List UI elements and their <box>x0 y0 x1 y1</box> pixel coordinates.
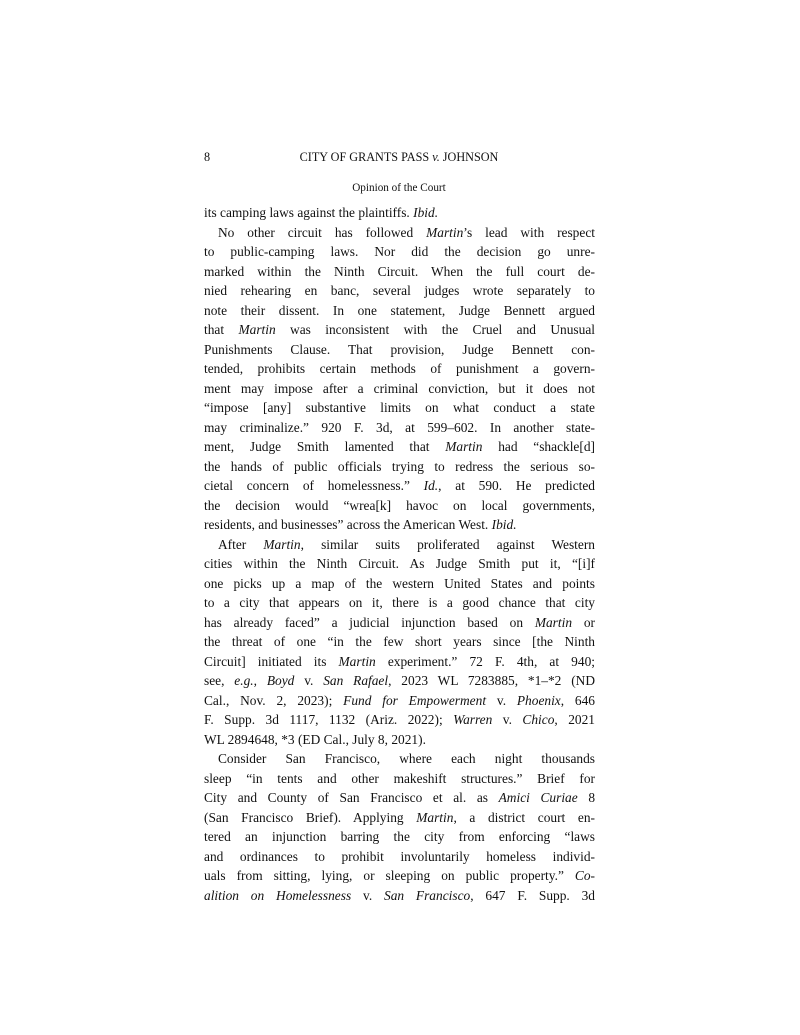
italic-text: e.g. <box>234 673 254 688</box>
text-line <box>204 691 595 711</box>
italic-text: Martin <box>426 224 464 240</box>
text-span: note their dissent. In one statement, Judge Bennett argued <box>204 302 595 318</box>
text-span: ment, Judge Smith lamented that <box>204 439 446 454</box>
text-span: , <box>253 673 267 688</box>
text-span: sleep “in tents and other makeshift structures.” Brief for <box>204 770 595 786</box>
text-span: had “shackle[d] <box>482 439 595 454</box>
italic-text: Martin <box>238 322 276 337</box>
text-line <box>204 535 595 555</box>
text-line <box>204 827 595 847</box>
text-line <box>204 652 595 672</box>
text-line <box>204 379 595 399</box>
text-line <box>204 671 595 691</box>
text-span: that <box>204 322 239 337</box>
italic-text: Fund for Empowerment <box>343 692 487 708</box>
italic-text: San Francisco <box>384 887 471 903</box>
italic-text: Phoenix <box>516 692 561 708</box>
running-header <box>204 148 594 166</box>
italic-text: Co- <box>574 868 595 883</box>
text-span: Circuit] initiated its <box>204 653 339 669</box>
text-span: , at 590. He predicted <box>438 478 595 493</box>
text-line <box>204 769 595 789</box>
case-title <box>204 148 594 166</box>
text-line <box>204 515 595 535</box>
italic-text: Amici Curiae <box>498 790 578 805</box>
text-line <box>204 847 595 867</box>
text-span: experiment.” 72 F. 4th, at 940; <box>375 653 595 669</box>
text-span: , 2023 WL 7283885, *1–*2 (ND <box>388 673 595 688</box>
text-span: one picks up a map of the western United States and points <box>204 575 595 591</box>
text-line <box>204 593 595 613</box>
text-span: WL 2894648, *3 (ED Cal., July 8, 2021). <box>204 731 426 747</box>
text-span: tended, prohibits certain methods of punishment a govern- <box>204 361 595 376</box>
text-line <box>204 359 595 379</box>
text-span: the threat of one “in the few short years since [the Ninth <box>204 634 595 649</box>
text-span: , 647 F. Supp. 3d <box>470 887 595 903</box>
text-line <box>204 262 595 282</box>
text-line <box>204 613 595 633</box>
text-line <box>204 340 595 360</box>
italic-text: Chico <box>522 712 555 727</box>
text-line <box>204 496 595 516</box>
text-line <box>204 203 595 223</box>
text-line <box>204 437 595 457</box>
text-span: , 2021 <box>554 712 595 727</box>
text-span: v. <box>351 887 384 903</box>
text-span: the decision would “wrea[k] havoc on local governments, <box>204 497 595 513</box>
case-title-part-a: CITY OF GRANTS PASS <box>299 150 433 164</box>
case-title-part-b: JOHNSON <box>439 150 499 164</box>
text-span: City and County of San Francisco et al. as <box>204 790 499 805</box>
text-span: , a district court en- <box>453 809 595 825</box>
text-span: to a city that appears on it, there is a good chance that city <box>204 595 595 610</box>
text-span: cietal concern of homelessness.” <box>204 478 424 493</box>
text-line <box>204 281 595 301</box>
text-span: After <box>218 536 264 552</box>
text-line <box>204 418 595 438</box>
page-number: 8 <box>204 150 211 164</box>
italic-text: Martin <box>416 809 454 825</box>
text-line <box>204 223 595 243</box>
italic-text: Martin <box>263 536 301 552</box>
text-line <box>204 574 595 594</box>
text-span: No other circuit has followed <box>218 224 427 240</box>
italic-text: Boyd <box>266 673 295 688</box>
text-line <box>204 808 595 828</box>
text-span: Cal., Nov. 2, 2023); <box>204 692 344 708</box>
text-line <box>204 242 595 262</box>
text-span: 8 <box>577 790 595 805</box>
text-span: ment may impose after a criminal conviction, but it does not <box>204 380 595 396</box>
text-line <box>204 632 595 652</box>
text-span: nied rehearing en banc, several judges wrote separately to <box>204 283 595 298</box>
text-span: or <box>572 614 595 630</box>
italic-text: Martin <box>534 614 573 630</box>
text-span: v. <box>492 712 523 727</box>
text-span: the hands of public officials trying to redress the serious so- <box>204 458 595 474</box>
text-span: may criminalize.” 920 F. 3d, at 599–602. In another state- <box>204 419 595 435</box>
text-span: was inconsistent with the Cruel and Unusual <box>275 322 595 337</box>
text-span: v. <box>294 673 324 688</box>
text-span: F. Supp. 3d 1117, 1132 (Ariz. 2022); <box>204 712 454 727</box>
text-span: marked within the Ninth Circuit. When the full court de- <box>204 263 595 279</box>
text-span: see, <box>204 673 235 688</box>
italic-text: Martin <box>338 653 376 669</box>
text-line <box>204 301 595 321</box>
text-span: uals from sitting, lying, or sleeping on public property.” <box>204 868 575 883</box>
text-line <box>204 710 595 730</box>
text-span: ’s lead with respect <box>463 224 595 240</box>
case-title-versus: v. <box>432 150 440 164</box>
opinion-label: Opinion of the Court <box>352 182 446 194</box>
text-line <box>204 457 595 477</box>
text-span: “impose [any] substantive limits on what conduct a state <box>204 400 595 415</box>
text-line <box>204 886 595 906</box>
italic-text: Martin <box>445 439 483 454</box>
text-span: residents, and businesses” across the American West. <box>204 517 492 532</box>
opinion-body <box>204 203 595 905</box>
text-line <box>204 788 595 808</box>
italic-text: Ibid. <box>413 205 439 220</box>
text-span: Punishments Clause. That provision, Judge Bennett con- <box>204 341 595 357</box>
text-span: Consider San Francisco, where each night thousands <box>218 751 595 766</box>
text-span: , 646 <box>560 692 595 708</box>
text-line <box>204 554 595 574</box>
text-span: its camping laws against the plaintiffs. <box>204 205 414 220</box>
italic-text: Warren <box>453 712 493 727</box>
text-span: tered an injunction barring the city from enforcing “laws <box>204 829 595 844</box>
text-line <box>204 398 595 418</box>
italic-text: Id. <box>423 478 439 493</box>
italic-text: Ibid. <box>491 517 517 532</box>
text-line <box>204 476 595 496</box>
italic-text: alition on Homelessness <box>204 887 352 903</box>
text-line <box>204 730 595 750</box>
text-line <box>204 320 595 340</box>
text-span: v. <box>486 692 517 708</box>
text-span: cities within the Ninth Circuit. As Judge Smith put it, “[i]f <box>204 556 595 571</box>
text-span: , similar suits proliferated against Western <box>300 536 595 552</box>
text-span: (San Francisco Brief). Applying <box>204 809 417 825</box>
text-line <box>204 749 595 769</box>
italic-text: San Rafael <box>323 673 389 688</box>
text-span: and ordinances to prohibit involuntarily homeless individ- <box>204 848 595 864</box>
text-span: has already faced” a judicial injunction based on <box>204 614 535 630</box>
text-line <box>204 866 595 886</box>
text-span: to public-camping laws. Nor did the decision go unre- <box>204 244 595 259</box>
